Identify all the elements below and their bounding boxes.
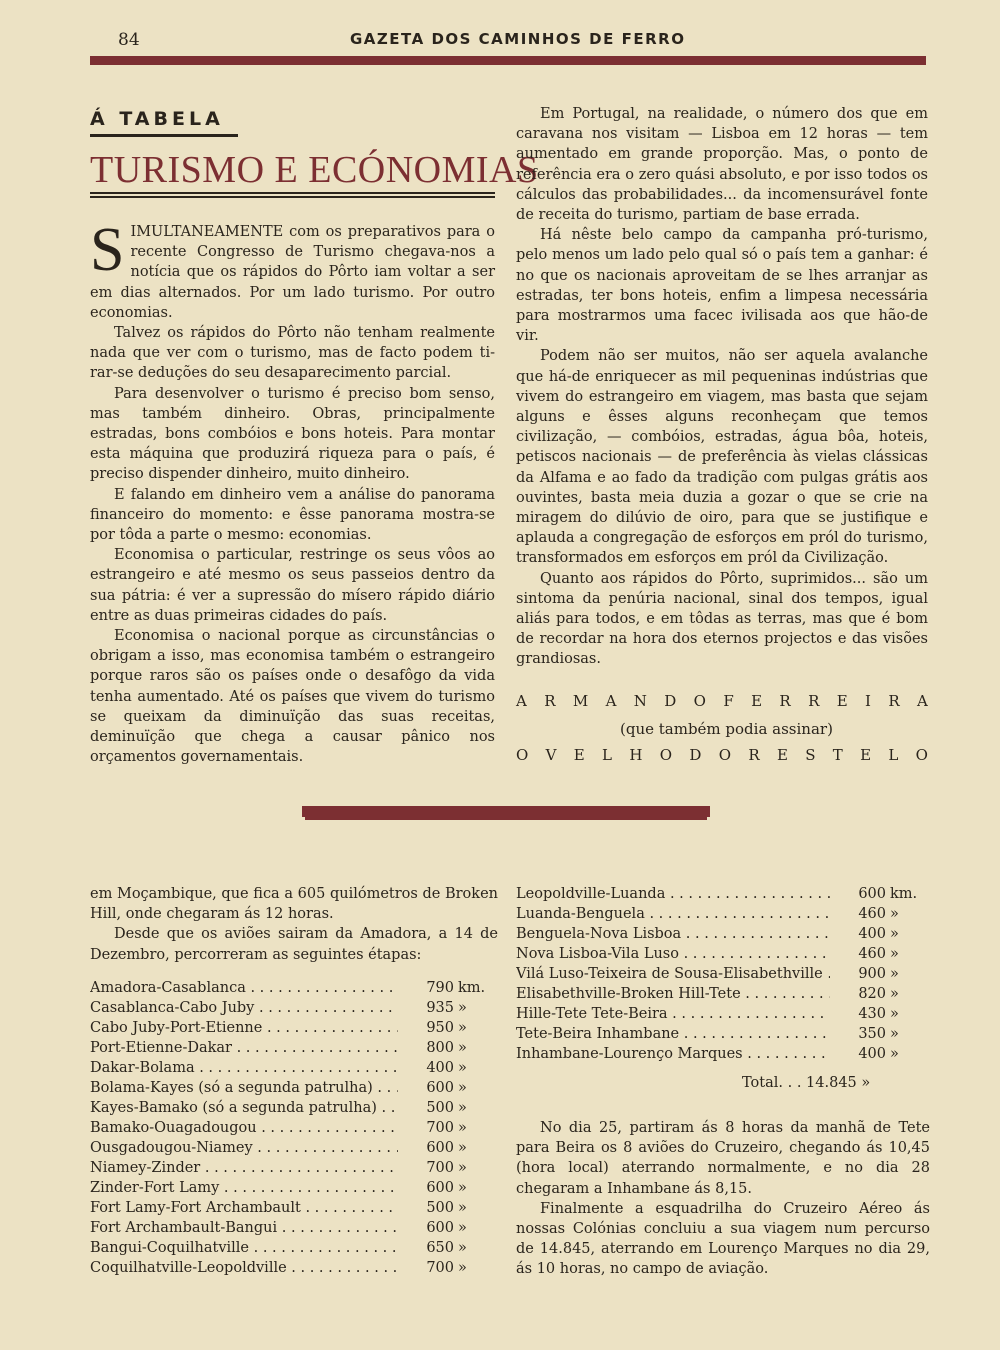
signature-letter: N <box>633 692 647 710</box>
stage-km: 600 <box>426 1080 454 1096</box>
stage-route: Nova Lisboa-Vila Luso . . . <box>516 944 830 964</box>
section-label: Á TABELA <box>90 108 224 130</box>
stage-unit: » <box>458 1100 467 1116</box>
stage-unit: » <box>458 1080 467 1096</box>
signature-letter: O <box>693 692 706 710</box>
stage-route: Leopoldville-Luanda . . . <box>516 884 830 904</box>
signature-letter: O <box>659 746 673 764</box>
signature-letter: L <box>602 746 613 764</box>
paragraph: Desde que os aviões sairam da Amadora, a 14 de Dezembro, percorreram as seguintes étapas: <box>90 926 498 963</box>
signature-letter: I <box>865 692 871 710</box>
signature-letter: H <box>629 746 643 764</box>
author-pseudonym <box>516 746 928 764</box>
author-pseudonym-letters <box>516 746 928 764</box>
stage-km: 600 <box>426 1180 454 1196</box>
author-note: (que também podia assinar) <box>620 720 833 738</box>
paragraph: Economisa o particular, restringe os seus vôos ao estrangeiro e até mesmo os seus passeios dentro da sua pátria: é ver a supressão do mísero rápido diário entre as duas primeiras cidades do país. <box>90 547 495 624</box>
paragraph: E falando em dinheiro vem a análise do panorama financeiro do momento: e êsse panorama mostra-se por tôda a parte o mesmo: economias. <box>90 486 495 544</box>
paragraph: Economisa o nacional porque as circunstâncias o obrigam a isso, mas economisa também o estrangeiro porque raros são os países onde o desafôgo da vida tenha aumentado. Até os países que vivem do turismo se queixam da diminuïção das suas receitas, deminuïção que chega a causar pânico nos orçamentos governamentais. <box>90 628 495 766</box>
signature-letter: A <box>917 692 928 710</box>
signature-letter: L <box>888 746 899 764</box>
stage-unit: » <box>890 966 899 982</box>
stage-row <box>90 978 498 998</box>
stage-km: 350 <box>858 1026 886 1042</box>
stage-row <box>90 1158 498 1178</box>
stage-row <box>516 964 930 984</box>
paragraph: Podem não ser muitos, não ser aquela avalanche que há-de enriquecer as mil pequeninas indústrias que vivem do estrangeiro em viagem, mas basta que sejam alguns e êsses alguns reconheçam que temos civilização, — combóios, estradas, água bôa, hoteis, petiscos nacionais — de preferência às vielas clássicas da Alfama e ao fado da tradição com pulgas grátis aos ouvintes, basta meia duzia a gozar o que se crie na miragem do dilúvio de oiro, para que se justifique e aplauda a congregação de esforços em pról do turismo, transformados em esforços em pról da Civilização. <box>516 348 928 567</box>
stage-row <box>90 1098 498 1118</box>
divider-rule <box>302 806 710 817</box>
stage-route: Tete-Beira Inhambane . . . <box>516 1024 830 1044</box>
stages-table-left <box>90 978 498 1278</box>
stage-row <box>90 1018 498 1038</box>
signature-letter: O <box>516 746 529 764</box>
stage-unit: » <box>890 906 899 922</box>
stage-km: 800 <box>426 1040 454 1056</box>
stage-row <box>90 1118 498 1138</box>
stage-unit: » <box>890 1046 899 1062</box>
stage-row <box>90 1198 498 1218</box>
paragraph: Quanto aos rápidos do Pôrto, suprimidos... são um sintoma da penúria nacional, sinal dos tempos, igual aliás para todos, e em tôdas as terras, mas que é bom de recordar na hora dos eternos projectos e das visões grandiosas. <box>516 570 928 668</box>
stage-row <box>90 1258 498 1278</box>
stage-unit: » <box>890 1026 899 1042</box>
stage-route: Port-Etienne-Dakar . . . <box>90 1038 398 1058</box>
paragraph: Há nêste belo campo da campanha pró-turismo, pelo menos um lado pelo qual só o país tem a ganhar: é no que os nacionais aproveitam de se lhes arranjar as estradas, ter bons hoteis, enfim a limpesa necessária para mostrarmos uma facec ivilisada aos que hão-de vir. <box>516 227 928 345</box>
stage-unit: » <box>890 1006 899 1022</box>
signature-letter: R <box>779 692 791 710</box>
headline-rule <box>90 192 495 194</box>
stage-row <box>516 984 930 1004</box>
stage-row <box>90 1038 498 1058</box>
stage-km: 700 <box>426 1260 454 1276</box>
signature-letter: R <box>544 692 556 710</box>
stage-unit: km. <box>458 980 486 996</box>
section-underline <box>90 134 238 137</box>
stage-row <box>90 1058 498 1078</box>
signature-letter: O <box>915 746 928 764</box>
signature-letter: E <box>836 692 848 710</box>
signature-letter: A <box>605 692 617 710</box>
stage-route: Hille-Tete Tete-Beira . . . <box>516 1004 830 1024</box>
flight-intro <box>90 884 498 965</box>
article-left-column <box>90 216 495 767</box>
stage-row <box>516 1024 930 1044</box>
stage-route: Elisabethville-Broken Hill-Tete . . . <box>516 984 830 1004</box>
stage-unit: » <box>458 1000 467 1016</box>
stage-km: 500 <box>426 1200 454 1216</box>
signature-letter: D <box>689 746 702 764</box>
total-label: Total. . . <box>742 1075 802 1091</box>
signature-letter: E <box>573 746 585 764</box>
signature-letter: A <box>516 692 527 710</box>
stage-km: 460 <box>858 906 886 922</box>
stage-km: 700 <box>426 1160 454 1176</box>
stages-total <box>742 1075 870 1091</box>
paragraph: em Moçambique, que fica a 605 quilómetros de Broken Hill, onde chegaram ás 12 horas. <box>90 886 498 923</box>
signature-letter: E <box>860 746 872 764</box>
stage-row <box>516 1004 930 1024</box>
total-unit: » <box>861 1075 871 1091</box>
stage-km: 600 <box>426 1140 454 1156</box>
stage-route: Bangui-Coquilhatville . . . <box>90 1238 398 1258</box>
stage-row <box>90 1218 498 1238</box>
stage-row <box>516 884 930 904</box>
paragraph-text: IMULTANEAMENTE com os preparativos para o recente Congresso de Turismo chegava-nos a notícia que os rápidos do Pôrto iam voltar a ser em dias alternados. Por um lado turismo. Por outro economias. <box>90 224 495 321</box>
stage-row <box>90 1238 498 1258</box>
stage-km: 900 <box>858 966 886 982</box>
paragraph: Finalmente a esquadrilha do Cruzeiro Aéreo ás nossas Colónias concluiu a sua viagem num percurso de 14.845, aterrando em Lourenço Marques no dia 29, ás 10 horas, no campo de aviação. <box>516 1200 930 1278</box>
stage-row <box>516 1044 930 1064</box>
stage-row <box>90 1078 498 1098</box>
stage-route: Benguela-Nova Lisboa . . . <box>516 924 830 944</box>
stage-unit: » <box>458 1160 467 1176</box>
stage-row <box>90 1138 498 1158</box>
total-value: 14.845 <box>806 1075 857 1091</box>
stage-unit: » <box>458 1020 467 1036</box>
signature-letter: D <box>664 692 677 710</box>
paragraph: Talvez os rápidos do Pôrto não tenham realmente nada que ver com o turismo, mas de facto podem ti-rar-se deduções do seu desaparecimento parcial. <box>90 325 495 382</box>
signature-letter: V <box>545 746 557 764</box>
stage-row <box>516 904 930 924</box>
stage-route: Bamako-Ouagadougou . . . <box>90 1118 398 1138</box>
stage-km: 500 <box>426 1100 454 1116</box>
stage-unit: » <box>458 1040 467 1056</box>
signature-letter: O <box>718 746 732 764</box>
flight-closing <box>516 1118 930 1280</box>
running-title: GAZETA DOS CAMINHOS DE FERRO <box>350 30 686 48</box>
signature-letter: R <box>808 692 820 710</box>
stage-row <box>516 944 930 964</box>
stage-route: Amadora-Casablanca . . . <box>90 978 398 998</box>
stage-unit: » <box>458 1120 467 1136</box>
stage-row <box>516 924 930 944</box>
stage-km: 650 <box>426 1240 454 1256</box>
signature-letter: E <box>776 746 788 764</box>
stage-unit: » <box>458 1220 467 1236</box>
signature-letter: E <box>751 692 763 710</box>
signature-letter: R <box>888 692 900 710</box>
stage-route: Niamey-Zinder . . . <box>90 1158 398 1178</box>
stage-route: Casablanca-Cabo Juby . . . <box>90 998 398 1018</box>
signature-letter: T <box>832 746 843 764</box>
stage-route: Zinder-Fort Lamy . . . <box>90 1178 398 1198</box>
paragraph <box>90 216 495 323</box>
stage-route: Dakar-Bolama . . . <box>90 1058 398 1078</box>
stage-route: Luanda-Benguela . . . <box>516 904 830 924</box>
stage-km: 600 <box>858 886 886 902</box>
signature-letter: R <box>748 746 760 764</box>
stage-unit: » <box>458 1200 467 1216</box>
stage-km: 820 <box>858 986 886 1002</box>
stage-unit: km. <box>890 886 918 902</box>
stage-unit: » <box>458 1140 467 1156</box>
stage-km: 950 <box>426 1020 454 1036</box>
stage-km: 700 <box>426 1120 454 1136</box>
author-name <box>516 692 928 710</box>
stage-km: 400 <box>858 926 886 942</box>
paragraph: Em Portugal, na realidade, o número dos que em caravana nos visitam — Lisboa em 12 horas — tem aumentado em grande proporção. Mas, o ponto de referência era o zero quási absoluto, e por isso todos os cálculos das probabilidades... da incomensurável fonte de receita do turismo, partiam de base errada. <box>516 106 928 224</box>
signature-letter: S <box>805 746 816 764</box>
drop-cap: S <box>90 216 125 284</box>
stage-unit: » <box>458 1060 467 1076</box>
stage-route: Ousgadougou-Niamey . . . <box>90 1138 398 1158</box>
stage-row <box>90 1178 498 1198</box>
stage-unit: » <box>890 946 899 962</box>
stage-route: Bolama-Kayes (só a segunda patrulha) . . . <box>90 1078 398 1098</box>
stage-route: Cabo Juby-Port-Etienne . . . <box>90 1018 398 1038</box>
stage-unit: » <box>458 1260 467 1276</box>
stage-km: 600 <box>426 1220 454 1236</box>
stage-route: Fort Archambault-Bangui . . . <box>90 1218 398 1238</box>
author-name-letters <box>516 692 928 710</box>
article-headline: TURISMO E ECÓNOMIAS <box>90 149 539 191</box>
stage-route: Coquilhatville-Leopoldville . . . <box>90 1258 398 1278</box>
stage-km: 460 <box>858 946 886 962</box>
stage-row <box>90 998 498 1018</box>
stage-km: 430 <box>858 1006 886 1022</box>
stage-unit: » <box>890 926 899 942</box>
article-right-column <box>516 104 928 670</box>
paragraph: Para desenvolver o turismo é preciso bom senso, mas também dinheiro. Obras, principalmente estradas, bons combóios e bons hoteis. Para montar esta máquina que produzirá riqueza para o país, é preciso dispender dinheiro, muito dinheiro. <box>90 385 495 483</box>
paragraph: No dia 25, partiram ás 8 horas da manhã de Tete para Beira os 8 aviões do Cruzeiro, chegando ás 10,45 (hora local) aterrando normalmente, e no dia 28 chegaram a Inhambane ás 8,15. <box>516 1120 930 1197</box>
stage-km: 400 <box>858 1046 886 1062</box>
stage-route: Vilá Luso-Teixeira de Sousa-Elisabethville . . . <box>516 964 830 984</box>
stage-unit: » <box>458 1240 467 1256</box>
signature-letter: M <box>572 692 589 710</box>
stage-km: 935 <box>426 1000 454 1016</box>
header-rule <box>90 56 926 65</box>
stage-unit: » <box>458 1180 467 1196</box>
stage-km: 790 <box>426 980 454 996</box>
stage-unit: » <box>890 986 899 1002</box>
page-number: 84 <box>118 30 140 50</box>
signature-letter: F <box>723 692 734 710</box>
stage-route: Fort Lamy-Fort Archambault . . . <box>90 1198 398 1218</box>
stage-route: Inhambane-Lourenço Marques . . . <box>516 1044 830 1064</box>
stage-km: 400 <box>426 1060 454 1076</box>
stages-table-right <box>516 884 930 1064</box>
stage-route: Kayes-Bamako (só a segunda patrulha) . . . <box>90 1098 398 1118</box>
